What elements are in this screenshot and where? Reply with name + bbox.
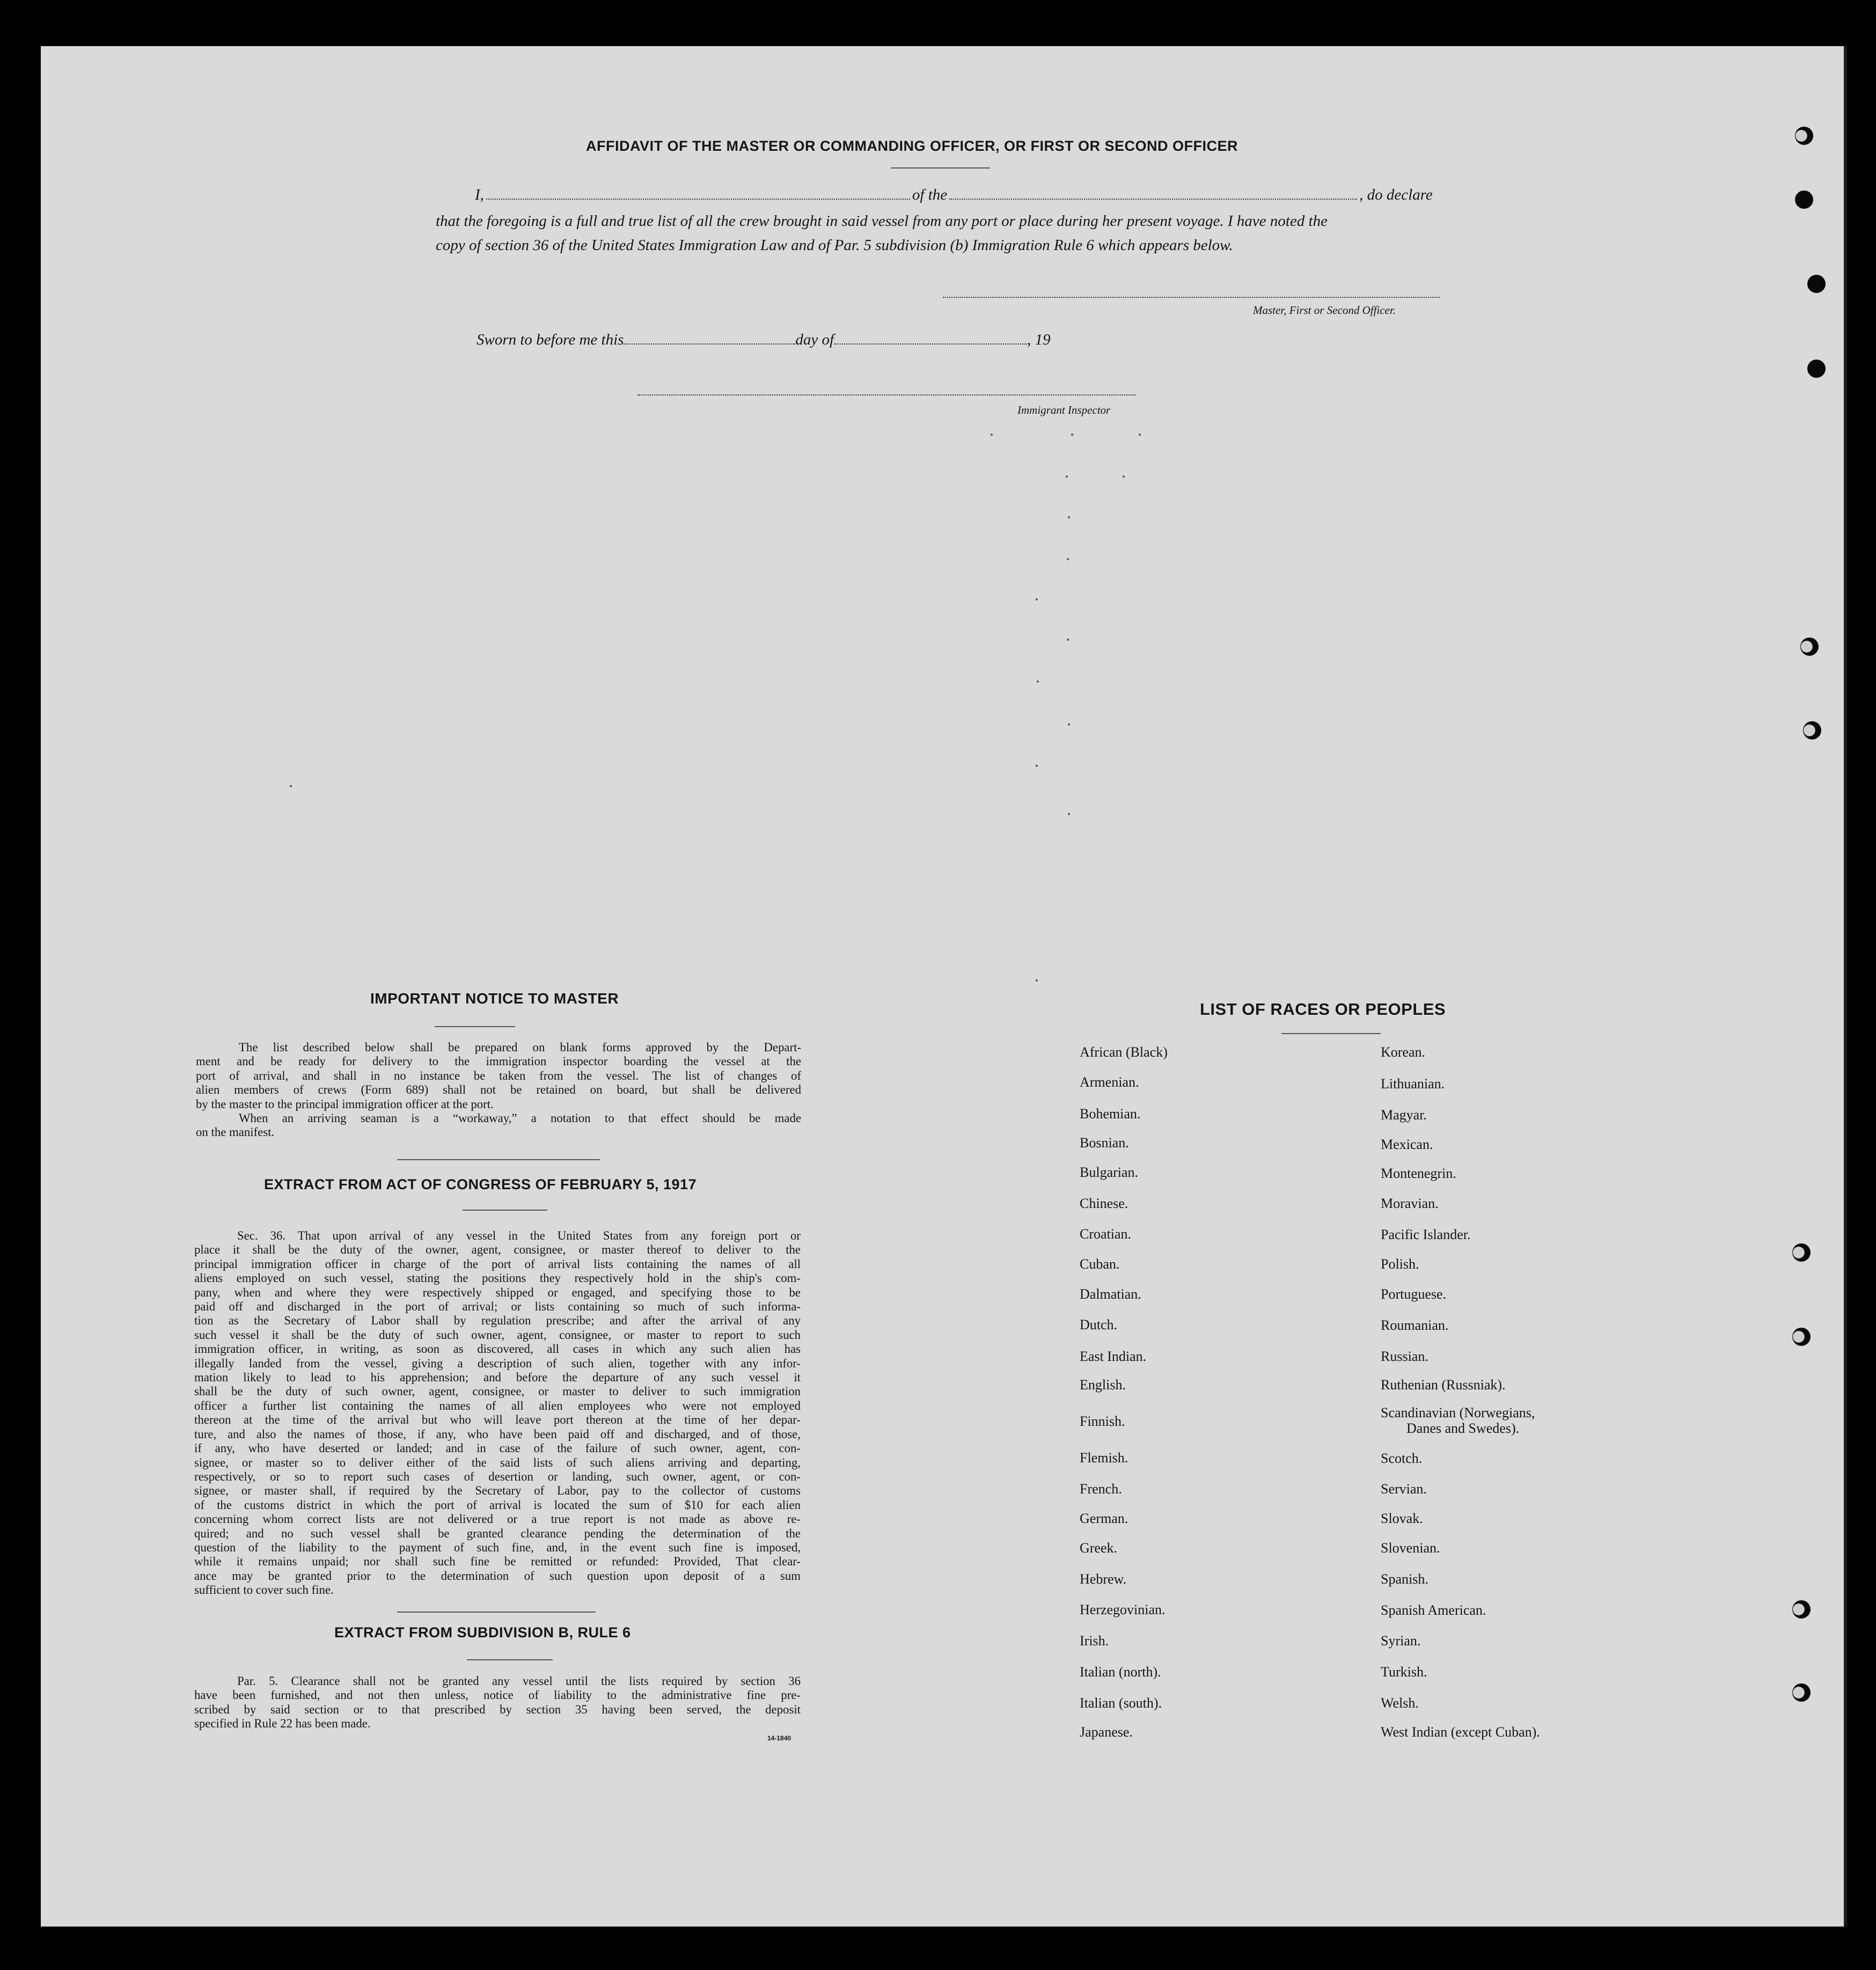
speck [1071, 434, 1073, 436]
sworn-label: Sworn to before me this [477, 331, 624, 348]
text-line: Par. 5. Clearance shall not be granted any vessel until the lists required by section 36 [237, 1674, 801, 1688]
text-line: tion as the Secretary of Labor shall by regulation prescribe; and after the arrival of any [194, 1314, 801, 1328]
affidavit-line-1 [475, 186, 1433, 204]
race-item: Bosnian. [1080, 1135, 1129, 1151]
race-item: Chinese. [1080, 1196, 1128, 1211]
race-item: Slovenian. [1381, 1540, 1440, 1556]
punch-hole [1800, 638, 1819, 656]
notice-title: IMPORTANT NOTICE TO MASTER [370, 990, 619, 1007]
text-line: concerning whom correct lists are not delivered or a true report is not made as above re- [194, 1512, 801, 1526]
sworn-month-field[interactable] [834, 343, 1027, 345]
race-item: Danes and Swedes). [1406, 1420, 1520, 1436]
text-line: have been furnished, and not then unless, notice of liability to the administrative fine pre- [194, 1688, 801, 1702]
race-item: African (Black) [1080, 1044, 1168, 1060]
text-line: if any, who have deserted or landed; and in case of the failure of such owner, agent, con- [194, 1441, 801, 1455]
punch-hole [1792, 1243, 1811, 1262]
race-item: Magyar. [1381, 1107, 1427, 1123]
race-item: Croatian. [1080, 1226, 1132, 1242]
text-line: shall be the duty of such owner, agent, consignee, or master to deliver to such immigration [194, 1385, 801, 1398]
text-line: aliens employed on such vessel, stating the positions they respectively hold in the ship's com- [194, 1271, 801, 1285]
race-item: Scandinavian (Norwegians, [1381, 1405, 1535, 1420]
race-item: Cuban. [1080, 1256, 1120, 1272]
races-rule [1281, 1033, 1381, 1034]
race-item: Russian. [1381, 1349, 1428, 1364]
race-item: Spanish American. [1381, 1602, 1486, 1618]
text-line: ture, and also the names of those, if any, who have been paid off and discharged, and of those, [194, 1427, 801, 1441]
speck [1036, 765, 1038, 767]
race-item: Dalmatian. [1080, 1286, 1141, 1302]
race-item: Welsh. [1381, 1695, 1419, 1711]
title-rule [891, 167, 990, 169]
race-item: Japanese. [1080, 1724, 1133, 1740]
race-item: Portuguese. [1381, 1286, 1447, 1302]
race-item: Polish. [1381, 1256, 1419, 1272]
race-item: Mexican. [1381, 1137, 1433, 1152]
signature-caption: Master, First or Second Officer. [1253, 304, 1396, 317]
rule-text [194, 1674, 801, 1731]
speck [1139, 434, 1141, 436]
race-item: Scotch. [1381, 1451, 1423, 1466]
text-line: sufficient to cover such fine. [194, 1583, 334, 1597]
inspector-caption: Immigrant Inspector [1017, 404, 1111, 416]
speck [991, 434, 993, 436]
form-sheet [41, 46, 1846, 1927]
race-item: Italian (north). [1080, 1664, 1161, 1680]
race-item: Turkish. [1381, 1664, 1427, 1680]
of-the-label: of the [912, 186, 948, 203]
race-item: Roumanian. [1381, 1317, 1449, 1333]
race-item: Flemish. [1080, 1450, 1128, 1466]
notice-divider [397, 1159, 600, 1160]
speck [1067, 639, 1069, 641]
text-line: scribed by said section or to that prescribed by section 35 having been served, the deposit [194, 1702, 801, 1716]
signature-line[interactable] [943, 297, 1440, 298]
text-line: while it remains unpaid; nor shall such fine be remitted or refunded: Provided, That clear- [194, 1555, 801, 1569]
race-item: Ruthenian (Russniak). [1381, 1377, 1506, 1393]
race-item: French. [1080, 1481, 1122, 1497]
race-item: Moravian. [1381, 1196, 1439, 1211]
act-rule [463, 1210, 547, 1211]
race-item: Spanish. [1381, 1571, 1428, 1587]
text-line: ance may be granted prior to the determination of such question upon deposit of a sum [194, 1569, 801, 1583]
text-line: respectively, or so to report such cases of desertion or landing, such owner, agent, or con- [194, 1469, 801, 1483]
speck [1066, 475, 1068, 478]
speck [1067, 558, 1069, 560]
speck [1068, 516, 1070, 518]
race-item: Servian. [1381, 1481, 1427, 1497]
race-item: Bohemian. [1080, 1106, 1141, 1122]
race-item: Lithuanian. [1381, 1076, 1445, 1092]
notice-text: The list described below shall be prepared on blank forms approved by the Depart- ment and be ready for delivery to the immigration inspector boarding the vessel at the port of arrival, and shall in no instance be taken from the vessel. The list of changes of alien members of crews (Form 689) shall not be retained on board, but shall be delivered by the master to the principal immigration officer at the port. When an arriving seaman is a “workaway,” a notation to that effect should be made on the manifest. [196, 1041, 801, 1139]
punch-hole [1807, 275, 1826, 293]
punch-hole [1803, 721, 1821, 739]
punch-hole [1795, 127, 1813, 145]
sworn-day-field[interactable] [624, 343, 795, 345]
text-line: immigration officer, in writing, as soon as discovered, all cases in which any such alien has [194, 1342, 801, 1356]
text-line: officer a further list containing the names of all alien employees who were not employed [194, 1398, 801, 1412]
speck [1068, 813, 1070, 815]
speck [290, 785, 292, 787]
race-item: Syrian. [1381, 1633, 1421, 1649]
text-line: such vessel it shall be the duty of such owner, agent, consignee, or master to report to such [194, 1328, 801, 1342]
race-item: English. [1080, 1377, 1126, 1393]
punch-hole [1792, 1600, 1811, 1619]
do-declare-label: , do declare [1359, 186, 1433, 203]
text-line: illegally landed from the vessel, giving a description of such alien, together with any infor- [194, 1356, 801, 1370]
races-title: LIST OF RACES OR PEOPLES [1200, 1000, 1446, 1019]
race-item: Greek. [1080, 1540, 1118, 1556]
race-item: Dutch. [1080, 1317, 1118, 1332]
race-item: German. [1080, 1511, 1128, 1526]
name-field[interactable] [486, 199, 910, 200]
race-item: Herzegovinian. [1080, 1602, 1166, 1617]
text-line: paid off and discharged in the port of arrival; or lists containing so much of such informa- [194, 1300, 801, 1314]
race-item: Italian (south). [1080, 1695, 1162, 1711]
punch-hole [1792, 1328, 1811, 1346]
text-line: thereon at the time of the arrival but who will leave port thereon at the time of her depar- [194, 1413, 801, 1427]
speck [1036, 979, 1038, 982]
punch-hole [1792, 1683, 1811, 1702]
speck [1123, 475, 1125, 478]
text-line: pany, when and where they were respectively shipped or engaged, and specifying those to be [194, 1285, 801, 1299]
speck [1068, 723, 1070, 726]
vessel-field[interactable] [949, 199, 1357, 200]
race-item: Korean. [1381, 1044, 1426, 1060]
page-seam [1844, 46, 1847, 1927]
race-item: Irish. [1080, 1633, 1109, 1649]
affidavit-line-2: that the foregoing is a full and true list of all the crew brought in said vessel from any port or place during her present voyage. I have noted the [436, 213, 1328, 230]
text-line: of the customs district in which the port of arrival is located the sum of $10 for each alien [194, 1498, 801, 1512]
race-item: Hebrew. [1080, 1571, 1127, 1587]
text-line: principal immigration officer in charge of the port of arrival lists containing the names of all [194, 1257, 801, 1271]
text-line: signee, or master shall, if required by the Secretary of Labor, pay to the collector of customs [194, 1484, 801, 1498]
act-title: EXTRACT FROM ACT OF CONGRESS OF FEBRUARY 5, 1917 [264, 1176, 697, 1192]
punch-hole [1795, 191, 1813, 209]
race-item: Armenian. [1080, 1074, 1139, 1090]
race-item: Finnish. [1080, 1414, 1125, 1429]
text-line: Sec. 36. That upon arrival of any vessel in the United States from any foreign port or [237, 1229, 801, 1242]
form-number: 14-1840 [767, 1734, 792, 1742]
text-line: mation likely to lead to his apprehension; and before the departure of any such vessel it [194, 1371, 801, 1385]
sworn-line [477, 331, 1051, 349]
race-item: Pacific Islander. [1381, 1227, 1471, 1242]
i-label: I, [475, 186, 484, 203]
affidavit-line-3: copy of section 36 of the United States Immigration Law and of Par. 5 subdivision (b) Immigration Rule 6 which appears below. [436, 237, 1233, 254]
punch-hole [1807, 360, 1826, 378]
race-item: Montenegrin. [1381, 1166, 1456, 1181]
speck [1036, 598, 1038, 600]
race-item: Slovak. [1381, 1511, 1423, 1526]
text-line: place it shall be the duty of the owner, agent, consignee, or master thereof to deliver to the [194, 1243, 801, 1257]
act-text [194, 1229, 801, 1598]
race-item: Bulgarian. [1080, 1165, 1139, 1180]
rule-rule [467, 1659, 553, 1660]
notice-rule [435, 1026, 515, 1027]
affidavit-title: AFFIDAVIT OF THE MASTER OR COMMANDING OFFICER, OR FIRST OR SECOND OFFICER [586, 138, 1238, 154]
text-line: specified in Rule 22 has been made. [194, 1717, 371, 1731]
rule-title: EXTRACT FROM SUBDIVISION B, RULE 6 [334, 1624, 631, 1641]
act-divider [397, 1612, 596, 1613]
text-line: quired; and no such vessel shall be granted clearance pending the determination of the [194, 1526, 801, 1540]
year-label: , 19 [1027, 331, 1051, 348]
speck [1037, 680, 1039, 683]
inspector-line[interactable] [637, 394, 1135, 396]
text-line: signee, or master so to deliver either of the said lists of such aliens arriving and departing, [194, 1455, 801, 1469]
race-item: West Indian (except Cuban). [1381, 1724, 1540, 1740]
race-item: East Indian. [1080, 1349, 1147, 1364]
text-line: question of the liability to the payment of such fine, and, in the event such fine is imposed, [194, 1540, 801, 1554]
day-of-label: day of [795, 331, 834, 348]
